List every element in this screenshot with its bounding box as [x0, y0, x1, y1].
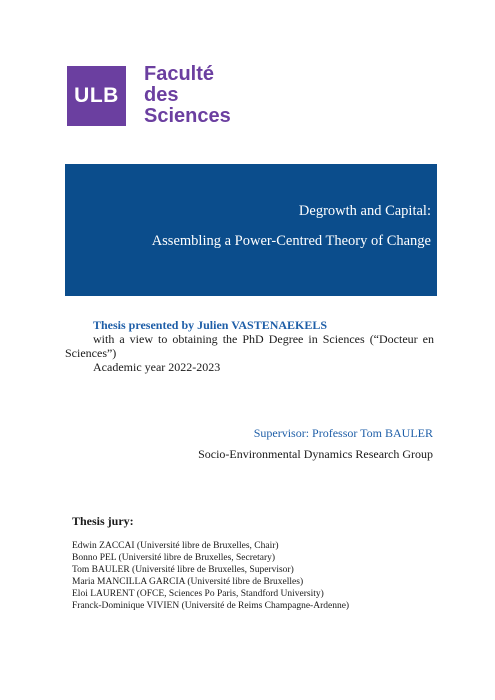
- logo-line-2: des: [144, 84, 179, 106]
- jury-member: Franck-Dominique VIVIEN (Université de Reims Champagne-Ardenne): [72, 601, 350, 611]
- degree-purpose: with a view to obtaining the PhD Degree in Sciences (“Docteur en Sciences”): [65, 332, 434, 360]
- jury-member: Bonno PEL (Université libre de Bruxelles, Secretary): [72, 553, 276, 563]
- jury-heading: Thesis jury:: [72, 514, 134, 528]
- jury-member: Eloi LAURENT (OFCE, Sciences Po Paris, Standford University): [72, 589, 324, 599]
- jury-list: [72, 540, 349, 612]
- academic-year: Academic year 2022-2023: [93, 360, 221, 374]
- title-banner: [65, 164, 437, 296]
- logo-faculty-name: [144, 64, 231, 126]
- thesis-subtitle: Assembling a Power-Centred Theory of Change: [151, 233, 431, 249]
- jury-member: Edwin ZACCAI (Université libre de Bruxelles, Chair): [72, 541, 279, 551]
- research-group: Socio-Environmental Dynamics Research Group: [198, 447, 433, 461]
- thesis-title: Degrowth and Capital:: [298, 203, 431, 219]
- ulb-logo: [67, 63, 231, 127]
- jury-member: Maria MANCILLA GARCIA (Université libre de Bruxelles): [72, 577, 304, 587]
- logo-mark: ULB: [67, 66, 126, 126]
- presented-by: Thesis presented by Julien VASTENAEKELS: [93, 318, 328, 332]
- logo-line-1: Faculté: [144, 63, 215, 85]
- logo-line-3: Sciences: [144, 105, 231, 127]
- supervisor: Supervisor: Professor Tom BAULER: [253, 426, 433, 440]
- jury-member: Tom BAULER (Université libre de Bruxelles, Supervisor): [72, 565, 294, 575]
